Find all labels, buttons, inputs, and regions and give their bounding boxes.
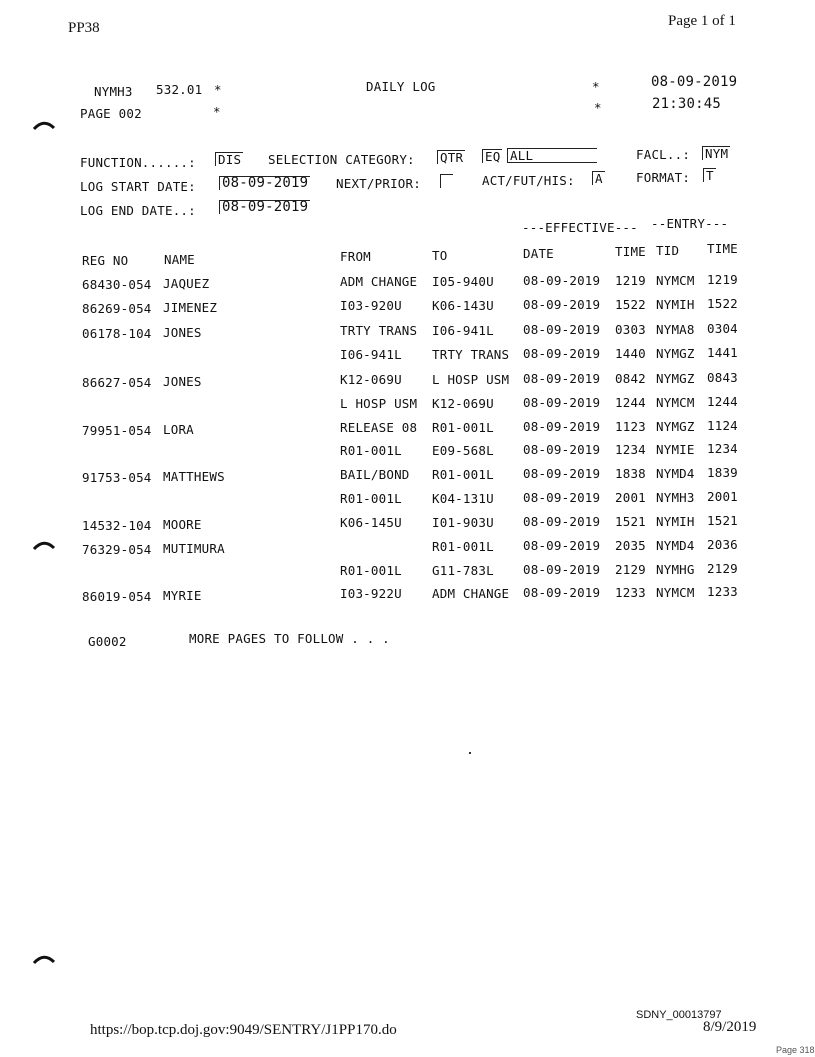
- next-prior-field[interactable]: [440, 174, 453, 188]
- reg-no-cell: 79951-054: [82, 423, 152, 438]
- time-cell: 0842: [615, 371, 646, 386]
- message-code: G0002: [88, 634, 127, 649]
- time-cell: 2001: [615, 490, 646, 505]
- from-cell: K12-069U: [340, 372, 402, 387]
- date-cell: 08-09-2019: [523, 273, 601, 288]
- time-cell: 1440: [615, 346, 646, 361]
- to-cell: R01-001L: [432, 420, 494, 435]
- date-cell: 08-09-2019: [523, 371, 601, 386]
- name-cell: LORA: [163, 422, 194, 437]
- reg-no-cell: 91753-054: [82, 470, 152, 485]
- entry-time-cell: 0304: [707, 321, 738, 336]
- log-start-label: LOG START DATE:: [80, 179, 196, 194]
- entry-time-cell: 1233: [707, 584, 738, 599]
- entry-time-cell: 1522: [707, 296, 738, 311]
- tid-cell: NYMCM: [656, 273, 695, 288]
- reg-no-cell: 14532-104: [82, 518, 152, 533]
- from-cell: ADM CHANGE: [340, 274, 418, 289]
- col-date: DATE: [523, 246, 554, 261]
- to-cell: E09-568L: [432, 443, 494, 458]
- date-cell: 08-09-2019: [523, 297, 601, 312]
- star-1: *: [214, 82, 222, 97]
- page-count: Page 1 of 1: [668, 13, 736, 29]
- from-cell: TRTY TRANS: [340, 323, 418, 338]
- time-cell: 1838: [615, 466, 646, 481]
- reg-no-cell: 76329-054: [82, 542, 152, 557]
- from-cell: L HOSP USM: [340, 396, 418, 411]
- entry-time-cell: 1219: [707, 272, 738, 287]
- log-end-field[interactable]: 08-09-2019: [219, 200, 310, 214]
- log-start-field[interactable]: 08-09-2019: [219, 176, 310, 190]
- selection-category-label: SELECTION CATEGORY:: [268, 152, 415, 167]
- next-prior-label: NEXT/PRIOR:: [336, 176, 421, 191]
- tid-cell: NYMGZ: [656, 371, 695, 386]
- to-cell: L HOSP USM: [432, 372, 510, 387]
- tid-cell: NYMGZ: [656, 346, 695, 361]
- from-cell: K06-145U: [340, 515, 402, 530]
- from-cell: RELEASE 08: [340, 420, 418, 435]
- time-cell: 1234: [615, 442, 646, 457]
- from-cell: BAIL/BOND: [340, 467, 410, 482]
- entry-time-cell: 1234: [707, 441, 738, 456]
- time-cell: 2129: [615, 562, 646, 577]
- entry-time-cell: 1244: [707, 394, 738, 409]
- entry-time-cell: 2036: [707, 537, 738, 552]
- entry-time-cell: 1124: [707, 418, 738, 433]
- time-cell: 1219: [615, 273, 646, 288]
- star-4: *: [594, 100, 602, 115]
- facl-field[interactable]: NYM: [702, 146, 730, 160]
- punch-mark-bottom: [33, 954, 55, 964]
- tid-cell: NYMIE: [656, 442, 695, 457]
- tid-cell: NYMA8: [656, 322, 695, 337]
- function-field[interactable]: DIS: [215, 152, 243, 166]
- name-cell: MATTHEWS: [163, 469, 225, 484]
- to-cell: I06-941L: [432, 323, 494, 338]
- to-cell: K12-069U: [432, 396, 494, 411]
- eq-field[interactable]: EQ: [482, 149, 502, 163]
- date-cell: 08-09-2019: [523, 346, 601, 361]
- page-label: PAGE 002: [80, 106, 142, 121]
- to-cell: R01-001L: [432, 539, 494, 554]
- date-cell: 08-09-2019: [523, 538, 601, 553]
- stray-dot: [469, 752, 471, 754]
- to-cell: K04-131U: [432, 491, 494, 506]
- to-cell: K06-143U: [432, 298, 494, 313]
- date-cell: 08-09-2019: [523, 442, 601, 457]
- date-cell: 08-09-2019: [523, 585, 601, 600]
- header-time: 21:30:45: [652, 96, 722, 112]
- tid-cell: NYMIH: [656, 514, 695, 529]
- time-cell: 1233: [615, 585, 646, 600]
- to-cell: TRTY TRANS: [432, 347, 510, 362]
- entry-time-cell: 0843: [707, 370, 738, 385]
- star-2: *: [592, 79, 600, 94]
- reg-no-cell: 06178-104: [82, 326, 152, 341]
- entry-time-cell: 1441: [707, 345, 738, 360]
- date-cell: 08-09-2019: [523, 562, 601, 577]
- name-cell: JONES: [163, 374, 202, 389]
- name-cell: JIMENEZ: [163, 300, 218, 315]
- tid-cell: NYMHG: [656, 562, 695, 577]
- col-entry-time: TIME: [707, 241, 738, 256]
- tid-cell: NYMH3: [656, 490, 695, 505]
- more-pages-message: MORE PAGES TO FOLLOW . . .: [189, 631, 390, 646]
- from-cell: R01-001L: [340, 563, 402, 578]
- log-end-label: LOG END DATE..:: [80, 203, 196, 218]
- time-cell: 1123: [615, 419, 646, 434]
- time-cell: 1522: [615, 297, 646, 312]
- date-cell: 08-09-2019: [523, 514, 601, 529]
- col-from: FROM: [340, 249, 371, 264]
- time-cell: 1244: [615, 395, 646, 410]
- time-cell: 0303: [615, 322, 646, 337]
- page-number: Page 318: [776, 1045, 815, 1055]
- name-cell: MUTIMURA: [163, 541, 225, 556]
- page-id: PP38: [68, 20, 100, 36]
- col-to: TO: [432, 248, 448, 263]
- punch-mark-top: [33, 120, 55, 130]
- to-cell: I01-903U: [432, 515, 494, 530]
- format-field[interactable]: T: [703, 168, 716, 182]
- name-cell: JAQUEZ: [163, 276, 210, 291]
- print-date: 8/9/2019: [703, 1019, 757, 1035]
- log-title: DAILY LOG: [366, 79, 436, 94]
- date-cell: 08-09-2019: [523, 466, 601, 481]
- header-date: 08-09-2019: [651, 74, 738, 90]
- source-url: https://bop.tcp.doj.gov:9049/SENTRY/J1PP170.do: [90, 1022, 397, 1038]
- effective-group-header: ---EFFECTIVE---: [522, 220, 638, 235]
- time-cell: 2035: [615, 538, 646, 553]
- reg-no-cell: 68430-054: [82, 277, 152, 292]
- terminal-id: NYMH3: [94, 84, 133, 99]
- entry-group-header: --ENTRY---: [651, 216, 729, 231]
- act-fut-his-label: ACT/FUT/HIS:: [482, 173, 575, 188]
- to-cell: G11-783L: [432, 563, 494, 578]
- version: 532.01: [156, 82, 203, 97]
- from-cell: I06-941L: [340, 347, 402, 362]
- from-cell: R01-001L: [340, 443, 402, 458]
- from-cell: R01-001L: [340, 491, 402, 506]
- from-cell: I03-922U: [340, 586, 402, 601]
- date-cell: 08-09-2019: [523, 395, 601, 410]
- tid-cell: NYMD4: [656, 538, 695, 553]
- facl-label: FACL..:: [636, 147, 691, 162]
- format-label: FORMAT:: [636, 170, 691, 185]
- tid-cell: NYMCM: [656, 585, 695, 600]
- from-cell: I03-920U: [340, 298, 402, 313]
- time-cell: 1521: [615, 514, 646, 529]
- selection-category-field[interactable]: QTR: [437, 150, 465, 164]
- col-tid: TID: [656, 243, 680, 258]
- tid-cell: NYMD4: [656, 466, 695, 481]
- entry-time-cell: 2001: [707, 489, 738, 504]
- tid-cell: NYMCM: [656, 395, 695, 410]
- tid-cell: NYMIH: [656, 297, 695, 312]
- col-reg-no: REG NO: [82, 253, 129, 268]
- date-cell: 08-09-2019: [523, 419, 601, 434]
- date-cell: 08-09-2019: [523, 322, 601, 337]
- reg-no-cell: 86627-054: [82, 375, 152, 390]
- punch-mark-middle: [33, 540, 55, 550]
- name-cell: JONES: [163, 325, 202, 340]
- reg-no-cell: 86269-054: [82, 301, 152, 316]
- bates-number: SDNY_00013797: [636, 1009, 722, 1021]
- to-cell: ADM CHANGE: [432, 586, 510, 601]
- tid-cell: NYMGZ: [656, 419, 695, 434]
- function-label: FUNCTION......:: [80, 155, 196, 170]
- reg-no-cell: 86019-054: [82, 589, 152, 604]
- to-cell: I05-940U: [432, 274, 494, 289]
- act-fut-his-field[interactable]: A: [592, 171, 605, 185]
- entry-time-cell: 1839: [707, 465, 738, 480]
- col-name: NAME: [164, 252, 195, 267]
- name-cell: MYRIE: [163, 588, 202, 603]
- name-cell: MOORE: [163, 517, 202, 532]
- entry-time-cell: 1521: [707, 513, 738, 528]
- date-cell: 08-09-2019: [523, 490, 601, 505]
- to-cell: R01-001L: [432, 467, 494, 482]
- col-time: TIME: [615, 244, 646, 259]
- all-field[interactable]: ALL: [507, 148, 597, 163]
- star-3: *: [213, 104, 221, 119]
- entry-time-cell: 2129: [707, 561, 738, 576]
